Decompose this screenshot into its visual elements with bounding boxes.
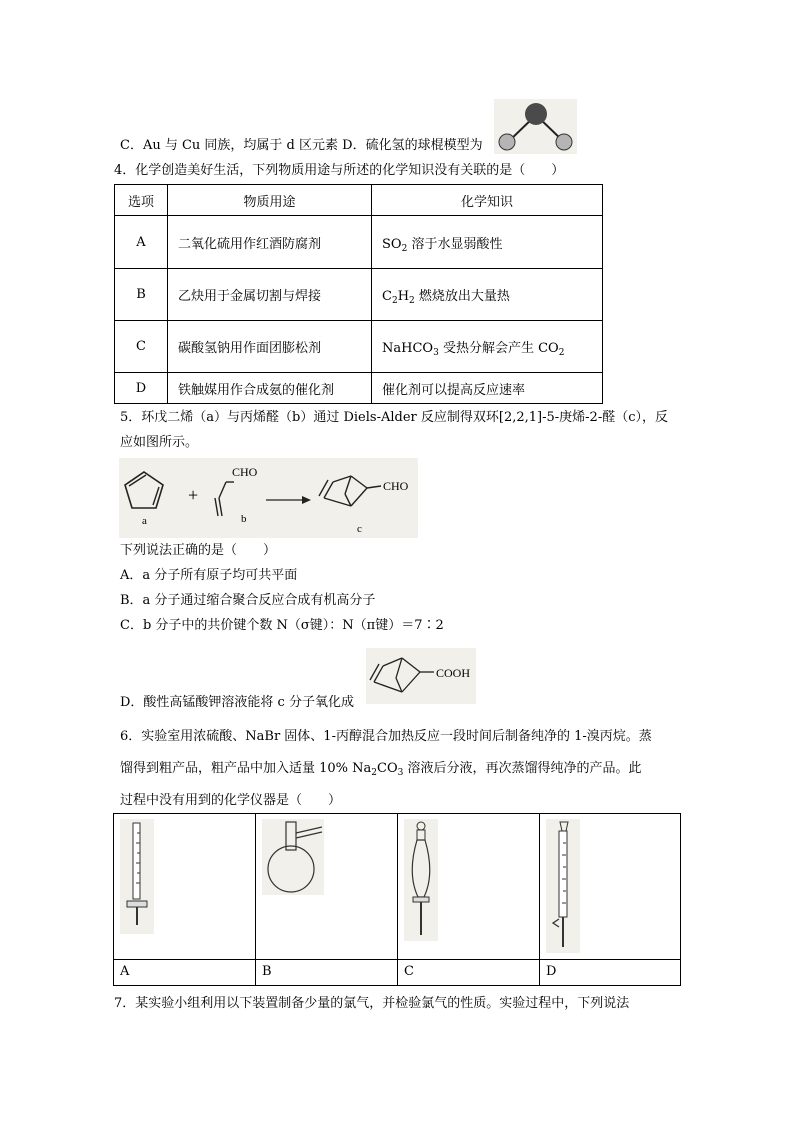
q3-text: C．Au 与 Cu 同族，均属于 d 区元素 D．硫化氢的球棍模型为 xyxy=(120,138,483,153)
table-row xyxy=(115,269,603,321)
header-knowledge: 化学知识 xyxy=(372,185,603,216)
row-knowledge: 催化剂可以提高反应速率 xyxy=(372,373,603,404)
q3-option-line xyxy=(120,137,483,155)
svg-text:COOH: COOH xyxy=(436,666,471,680)
header-use: 物质用途 xyxy=(168,185,372,216)
row-knowledge: NaHCO$_3$ 受热分解会产生 $CO_2$ xyxy=(372,321,603,373)
apparatus-d-cell xyxy=(540,814,681,960)
distillation-flask-image xyxy=(262,819,324,895)
svg-text:CHO: CHO xyxy=(383,479,409,493)
table-row xyxy=(115,321,603,373)
row-use: 碳酸氢钠用作面团膨松剂 xyxy=(168,321,372,373)
table-row xyxy=(115,216,603,269)
table-header-row xyxy=(115,185,603,216)
diels-alder-scheme xyxy=(119,458,418,538)
row-option: C xyxy=(115,321,168,373)
label-a: A xyxy=(114,960,256,986)
apparatus-c-cell xyxy=(398,814,540,960)
base-burette-image xyxy=(546,819,580,953)
row-option: D xyxy=(115,373,168,404)
svg-text:c: c xyxy=(357,523,362,535)
apparatus-a-cell xyxy=(114,814,256,960)
row-use: 铁触媒用作合成氨的催化剂 xyxy=(168,373,372,404)
q4-table xyxy=(114,184,603,404)
svg-text:CHO: CHO xyxy=(232,465,258,479)
row-option: A xyxy=(115,216,168,269)
q5-stem-line2: 应如图所示。 xyxy=(120,435,199,450)
q6-stem-line1: 6．实验室用浓硫酸、NaBr 固体、1-丙醇混合加热反应一段时间后制备纯净的 1-溴丙烷。蒸 xyxy=(120,729,652,744)
row-use: 乙炔用于金属切割与焊接 xyxy=(168,269,372,321)
q5-option-c: C．b 分子中的共价键个数 N（σ键）：N（π键）＝7∶2 xyxy=(120,618,444,633)
q5-prompt: 下列说法正确的是（ ） xyxy=(120,543,277,558)
apparatus-label-row xyxy=(114,960,681,986)
separatory-funnel-image xyxy=(404,819,438,941)
svg-text:a: a xyxy=(142,515,147,527)
q5-option-a: A．a 分子所有原子均可共平面 xyxy=(120,568,298,583)
table-row xyxy=(115,373,603,404)
h2s-ball-stick-model xyxy=(494,99,577,154)
q6-stem-line2: 馏得到粗产品，粗产品中加入适量 10% $Na_2CO_3$ 溶液后分液，再次蒸馏得纯净的产品。此 xyxy=(120,761,642,778)
q7-stem: 7．某实验小组利用以下装置制备少量的氯气，并检验氯气的性质。实验过程中，下列说法 xyxy=(114,996,630,1011)
row-option: B xyxy=(115,269,168,321)
label-d: D xyxy=(540,960,681,986)
header-option: 选项 xyxy=(115,185,168,216)
q5-option-b: B．a 分子通过缩合聚合反应合成有机高分子 xyxy=(120,593,376,608)
q6-apparatus-table xyxy=(113,813,681,986)
row-knowledge: $C_2H_2$ 燃烧放出大量热 xyxy=(372,269,603,321)
svg-text:+: + xyxy=(188,485,199,505)
row-knowledge: $SO_2$ 溶于水显弱酸性 xyxy=(372,216,603,269)
q4-stem: 4．化学创造美好生活，下列物质用途与所述的化学知识没有关联的是（ ） xyxy=(114,163,565,178)
q5-stem-line1: 5．环戊二烯（a）与丙烯醛（b）通过 Diels-Alder 反应制得双环[2,2,1]-5-庚烯-2-醛（c），反 xyxy=(120,410,668,425)
label-c: C xyxy=(398,960,540,986)
apparatus-b-cell xyxy=(256,814,398,960)
acid-burette-image xyxy=(120,819,154,934)
row-use: 二氧化硫用作红酒防腐剂 xyxy=(168,216,372,269)
svg-text:b: b xyxy=(241,513,247,525)
apparatus-image-row xyxy=(114,814,681,960)
q5-option-d: D．酸性高锰酸钾溶液能将 c 分子氧化成 xyxy=(120,695,354,710)
q6-stem-line3: 过程中没有用到的化学仪器是（ ） xyxy=(120,793,342,808)
label-b: B xyxy=(256,960,398,986)
norbornene-carboxylic-acid-structure xyxy=(366,648,476,704)
